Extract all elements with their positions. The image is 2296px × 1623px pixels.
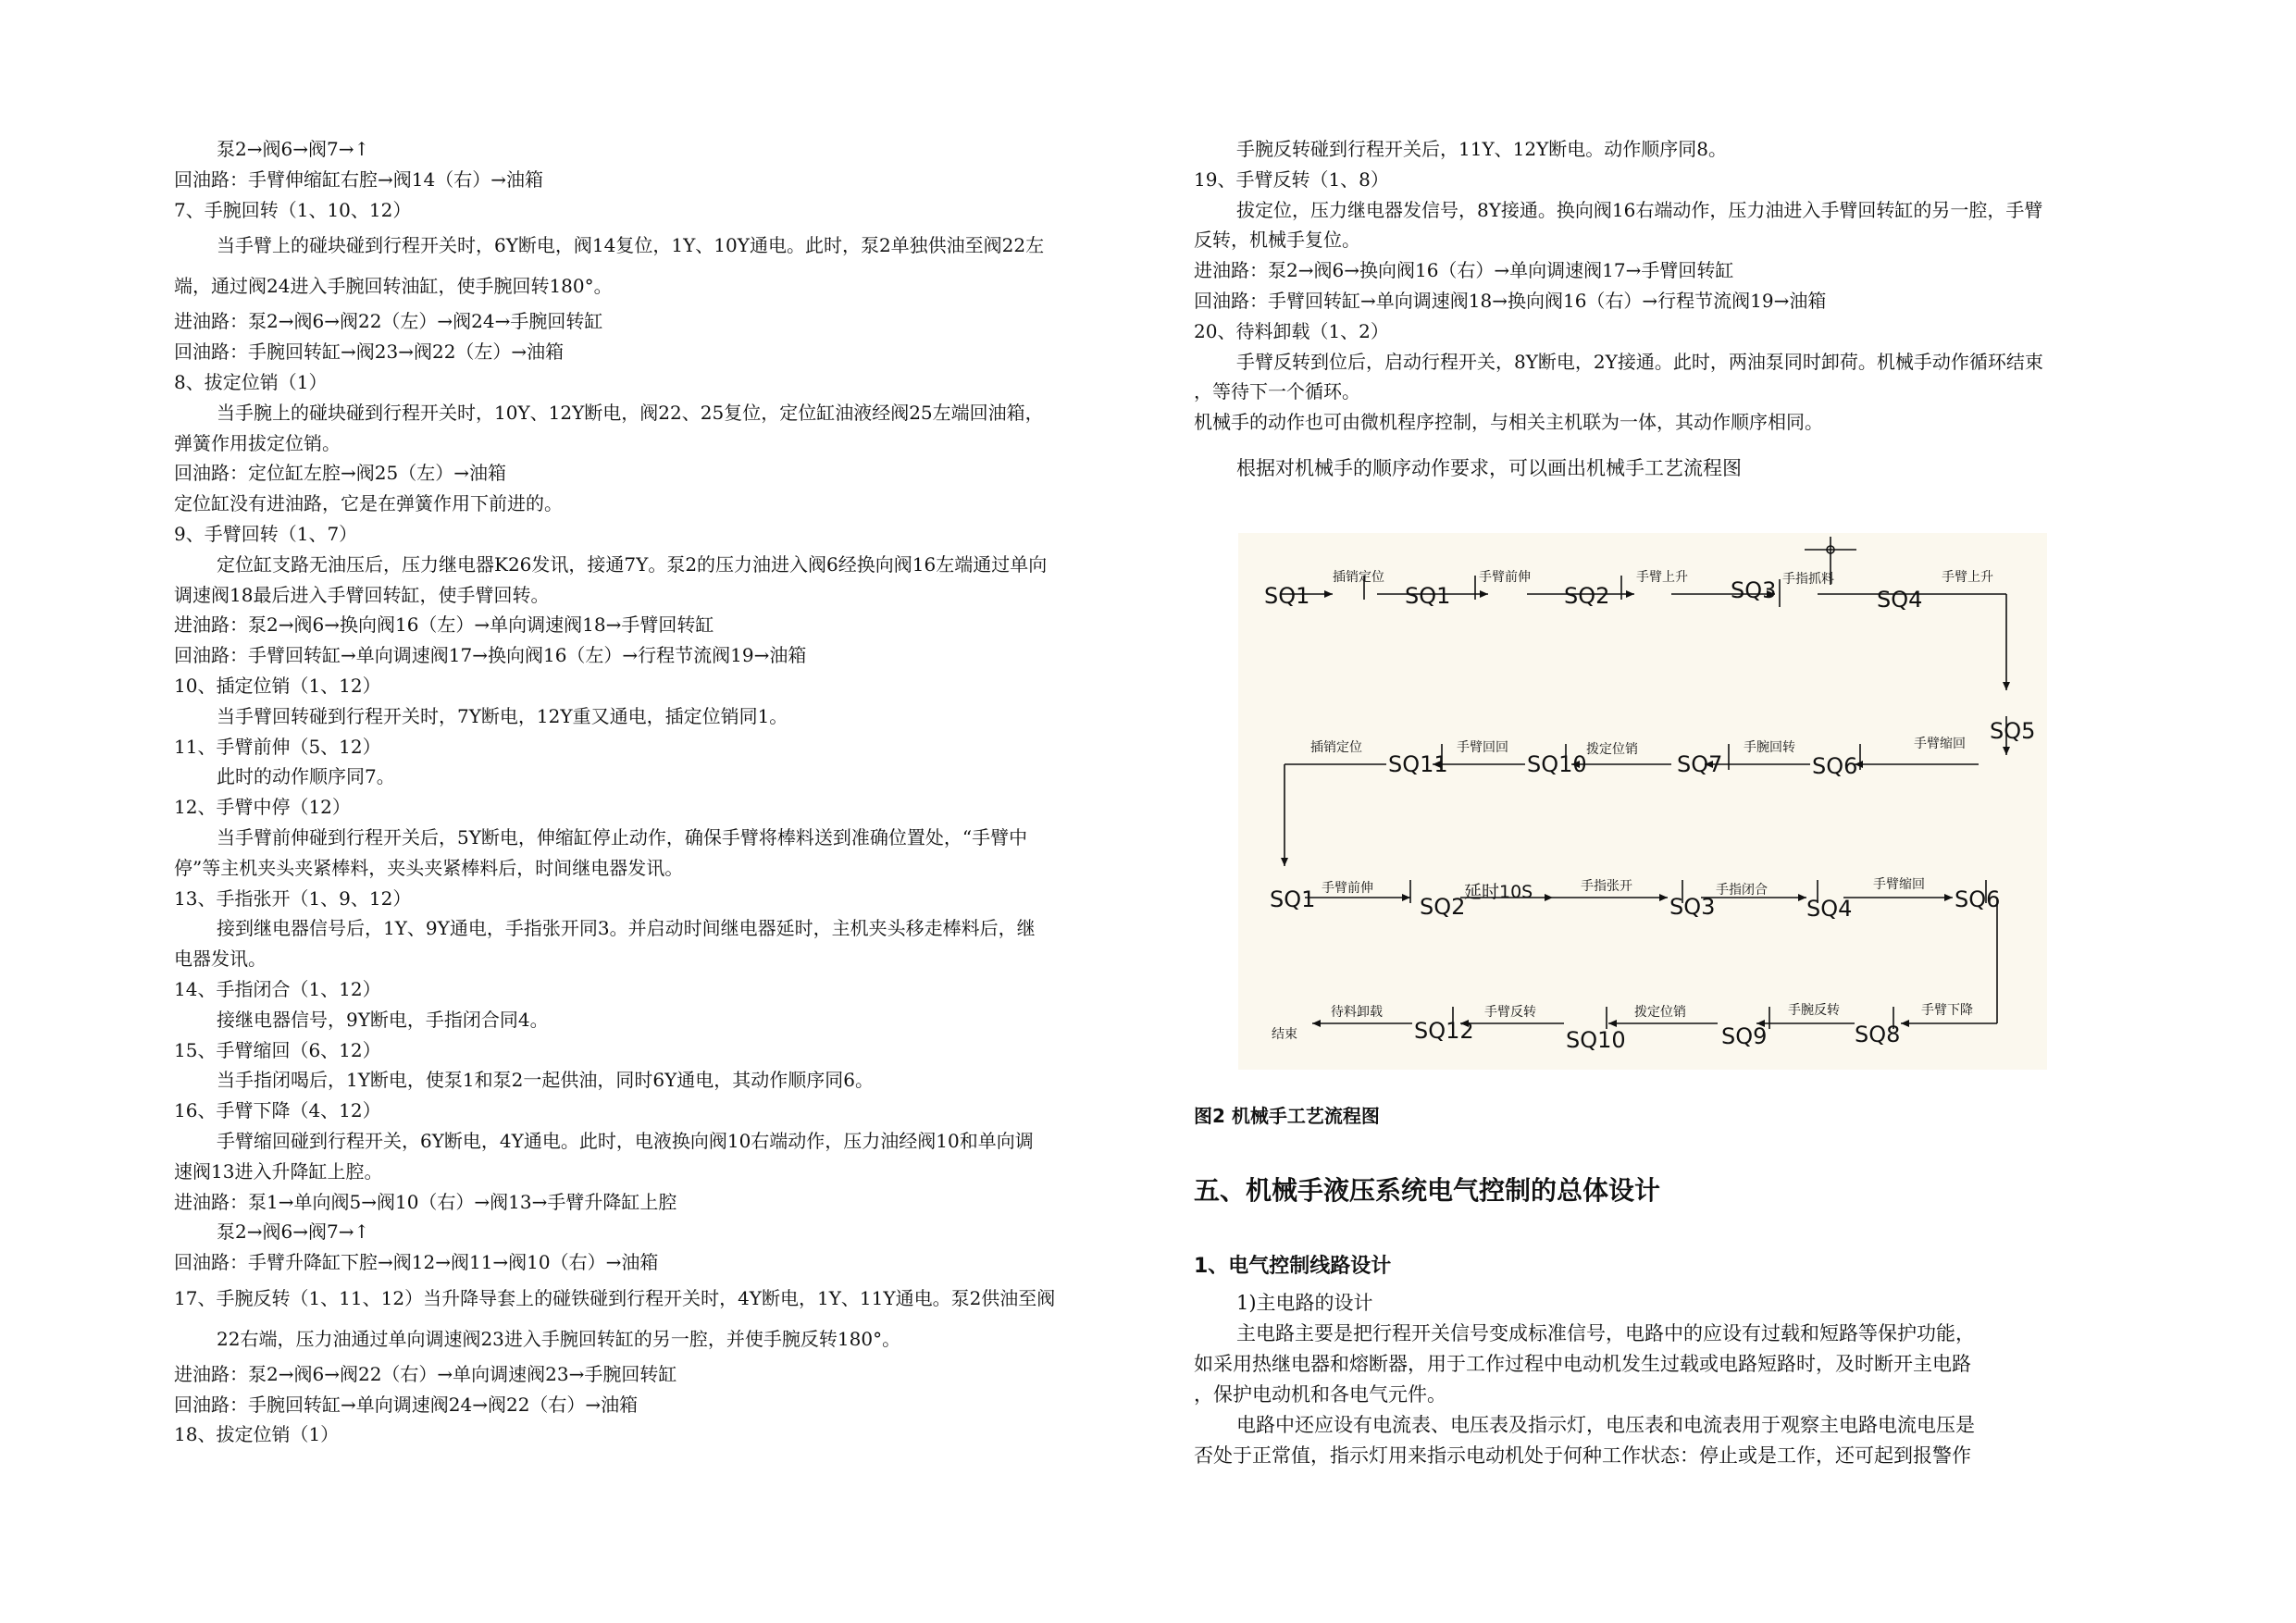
step-heading: 12、手臂中停（12） [174,796,351,819]
step-heading: 16、手臂下降（4、12） [174,1099,381,1122]
text-line: 接到继电器信号后，1Y、9Y通电，手指张开同3。并启动时间继电器延时，主机夹头移走棒料后，继 [217,917,1036,940]
step-label: 手臂前伸 [1479,570,1531,585]
step-label: 手臂上升 [1942,570,1993,585]
step-heading: 7、手腕回转（1、10、12） [174,198,412,221]
text-line: 定位缸没有进油路，它是在弹簧作用下前进的。 [174,492,563,515]
node-sq: SQ5 [1990,718,2036,744]
step-label: 手腕反转 [1788,1003,1840,1018]
step-label: 延时10S [1464,882,1533,902]
text-line: 手腕反转碰到行程开关后，11Y、12Y断电。动作顺序同8。 [1236,138,1728,160]
text-line: 电器发讯。 [174,948,267,971]
step-label: 插销定位 [1310,740,1362,755]
text-line: 回油路：手臂升降缸下腔→阀12→阀11→阀10（右）→油箱 [174,1251,659,1274]
node-sq: SQ8 [1855,1022,1901,1047]
node-sq: SQ4 [1877,587,1923,613]
step-heading: 8、拔定位销（1） [174,370,328,393]
step-label: 手臂缩回 [1914,737,1966,751]
text-line: 当手臂上的碰块碰到行程开关时，6Y断电，阀14复位，1Y、10Y通电。此时，泵2单独供油至阀22左 [217,234,1045,257]
text-line: 回油路：手臂回转缸→单向调速阀17→换向阀16（左）→行程节流阀19→油箱 [174,644,807,667]
step-heading: 9、手臂回转（1、7） [174,522,358,545]
left-column [174,134,1127,1450]
step-heading: 15、手臂缩回（6、12） [174,1038,381,1061]
body-line: 如采用热继电器和熔断器，用于工作过程中电动机发生过载或电路短路时，及时断开主电路 [1194,1353,1971,1375]
step-label: 手指闭合 [1716,883,1768,898]
step-heading: 18、拔定位销（1） [174,1423,340,1446]
text-line: 进油路：泵2→阀6→换向阀16（右）→单向调速阀17→手臂回转缸 [1194,259,1734,282]
body-line: 主电路主要是把行程开关信号变成标准信号，电路中的应设有过载和短路等保护功能， [1236,1322,1975,1344]
text-line: 弹簧作用拔定位销。 [174,431,341,454]
text-line: 回油路：手腕回转缸→阀23→阀22（左）→油箱 [174,341,565,364]
step-label: 手臂下降 [1921,1003,1973,1018]
subsubsection-title: 1)主电路的设计 [1236,1292,1373,1314]
step-label: 插销定位 [1333,570,1384,585]
step-label: 拨定位销 [1634,1005,1686,1020]
text-line: 当手指闭喝后，1Y断电，使泵1和泵2一起供油，同时6Y通电，其动作顺序同6。 [217,1069,875,1092]
text-line: 泵2→阀6→阀7→↑ [217,138,370,160]
text-line: 进油路：泵2→阀6→阀22（左）→阀24→手腕回转缸 [174,310,603,333]
process-flowchart [1238,533,2047,1070]
body-line: 否处于正常值，指示灯用来指示电动机处于何种工作状态：停止或是工作，还可起到报警作 [1194,1444,1971,1467]
text-line: 进油路：泵2→阀6→阀22（右）→单向调速阀23→手腕回转缸 [174,1362,677,1385]
text-line: 调速阀18最后进入手臂回转缸，使手臂回转。 [174,583,550,606]
text-line: 回油路：手臂伸缩缸右腔→阀14（右）→油箱 [174,167,543,191]
body-line: 电路中还应设有电流表、电压表及指示灯，电压表和电流表用于观察主电路电流电压是 [1236,1414,1975,1436]
node-sq: SQ4 [1806,896,1853,922]
step-label: 拨定位销 [1586,742,1638,757]
node-sq: SQ3 [1731,577,1777,603]
text-line: 进油路：泵1→单向阀5→阀10（右）→阀13→手臂升降缸上腔 [174,1190,677,1213]
step-heading: 17、手腕反转（1、11、12）当升降导套上的碰铁碰到行程开关时，4Y断电，1Y、11Y通电。泵2供油至阀 [174,1286,1056,1309]
step-label: 手臂上升 [1636,570,1688,585]
step-label: 待料卸载 [1331,1005,1383,1020]
step-heading: 11、手臂前伸（5、12） [174,735,381,758]
text-line: 速阀13进入升降缸上腔。 [174,1159,383,1183]
node-sq: SQ10 [1566,1027,1626,1053]
text-line: 回油路：手臂回转缸→单向调速阀18→换向阀16（右）→行程节流阀19→油箱 [1194,289,1827,312]
step-heading: 20、待料卸载（1、2） [1194,319,1389,342]
step-heading: 10、插定位销（1、12） [174,674,381,697]
text-line: 接继电器信号，9Y断电，手指闭合同4。 [217,1008,549,1031]
step-label: 手腕回转 [1744,740,1795,755]
body-line: ，保护电动机和各电气元件。 [1194,1383,1446,1406]
text-line: 机械手的动作也可由微机程序控制，与相关主机联为一体，其动作顺序相同。 [1194,411,1823,434]
lower-right [1194,1101,2156,1471]
text-line: 回油路：定位缸左腔→阀25（左）→油箱 [174,462,506,485]
node-sq: SQ3 [1669,894,1716,920]
step-label: 手指张开 [1581,879,1632,894]
subsection-title: 1、电气控制线路设计 [1194,1255,1392,1278]
text-line: 手臂缩回碰到行程开关，6Y断电，4Y通电。此时，电液换向阀10右端动作，压力油经阀10和单向调 [217,1129,1034,1152]
step-heading: 14、手指闭合（1、12） [174,977,381,1000]
node-sq: SQ2 [1420,894,1466,920]
text-line: ，等待下一个循环。 [1194,380,1360,403]
node-sq: SQ6 [1812,753,1858,779]
node-sq: SQ1 [1405,583,1451,609]
section-title: 五、机械手液压系统电气控制的总体设计 [1194,1175,1661,1206]
node-sq: SQ7 [1677,751,1723,777]
text-line: 进油路：泵2→阀6→换向阀16（左）→单向调速阀18→手臂回转缸 [174,613,714,637]
text-line: 回油路：手腕回转缸→单向调速阀24→阀22（右）→油箱 [174,1393,639,1416]
text-line: 当手臂前伸碰到行程开关后，5Y断电，伸缩缸停止动作，确保手臂将棒料送到准确位置处，“手臂中 [217,825,1028,849]
figure-caption: 图2 机械手工艺流程图 [1194,1105,1380,1127]
text-line: 当手腕上的碰块碰到行程开关时，10Y、12Y断电，阀22、25复位，定位缸油液经阀25左端回油箱， [217,401,1044,424]
text-line: 泵2→阀6→阀7→↑ [217,1220,370,1244]
text-line: 反转，机械手复位。 [1194,229,1360,252]
right-column [1194,134,2147,486]
step-label: 手指抓料 [1782,572,1834,587]
text-line: 当手臂回转碰到行程开关时，7Y断电，12Y重又通电，插定位销同1。 [217,704,788,727]
step-label: 手臂前伸 [1322,881,1373,896]
step-label: 手臂反转 [1484,1005,1536,1020]
text-line: 端，通过阀24进入手腕回转油缸，使手腕回转180°。 [174,275,613,298]
node-sq: SQ9 [1721,1023,1768,1049]
figure-intro: 根据对机械手的顺序动作要求，可以画出机械手工艺流程图 [1236,456,1742,479]
step-label: 手臂缩回 [1873,877,1925,892]
step-heading: 13、手指张开（1、9、12） [174,886,412,910]
node-sq: SQ6 [1955,886,2001,912]
text-line: 22右端，压力油通过单向调速阀23进入手腕回转缸的另一腔，并使手腕反转180°。 [217,1327,901,1350]
node-sq: SQ1 [1270,886,1316,912]
node-sq: SQ1 [1264,583,1310,609]
step-label: 手臂回回 [1457,740,1508,755]
text-line: 拔定位，压力继电器发信号，8Y接通。换向阀16右端动作，压力油进入手臂回转缸的另一腔，手臂 [1236,198,2043,221]
node-sq: SQ12 [1414,1018,1474,1044]
step-heading: 19、手臂反转（1、8） [1194,167,1389,191]
node-sq: SQ2 [1564,583,1610,609]
step-label: 结束 [1272,1027,1297,1042]
node-sq: SQ11 [1388,751,1448,777]
text-line: 此时的动作顺序同7。 [217,765,395,788]
node-sq: SQ10 [1527,751,1587,777]
text-line: 定位缸支路无油压后，压力继电器K26发讯，接通7Y。泵2的压力油进入阀6经换向阀16左端通过单向 [217,552,1048,576]
text-line: 停”等主机夹头夹紧棒料，夹头夹紧棒料后，时间继电器发讯。 [174,856,684,879]
text-line: 手臂反转到位后，启动行程开关，8Y断电，2Y接通。此时，两油泵同时卸荷。机械手动作循环结束 [1236,350,2043,373]
